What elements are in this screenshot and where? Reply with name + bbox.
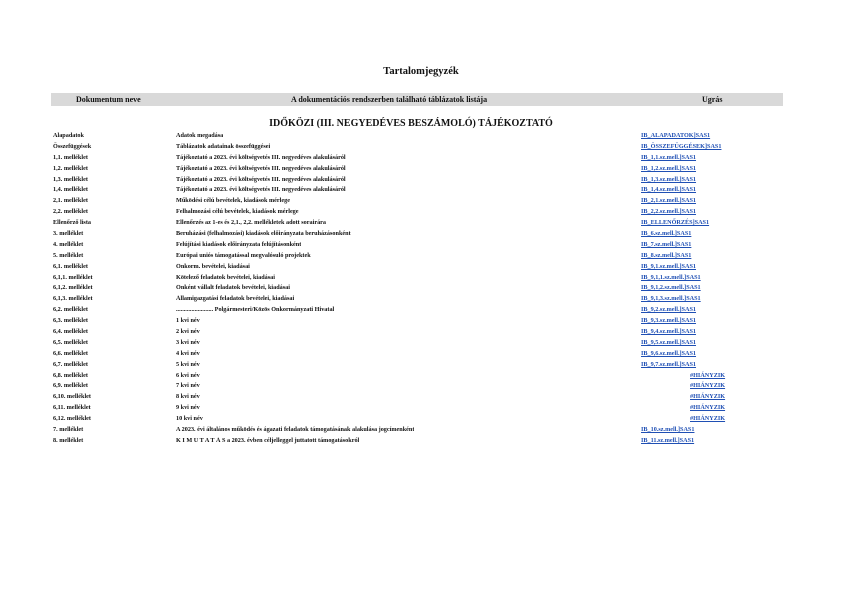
table-description: 4 kvi név <box>176 349 200 357</box>
table-row <box>0 414 842 425</box>
table-row <box>0 251 842 262</box>
table-row <box>0 349 842 360</box>
document-name: 6,1,3. melléklet <box>53 295 93 303</box>
table-row <box>0 403 842 414</box>
document-name: Ellenőrző lista <box>53 219 91 227</box>
document-name: 5. melléklet <box>53 251 84 259</box>
table-description: 6 kvi név <box>176 371 200 379</box>
table-row <box>0 294 842 305</box>
table-description: Önkorm. bevételei, kiadásai <box>176 262 250 270</box>
table-row <box>0 392 842 403</box>
table-description: Ellenőrzés az 1-es és 2,1., 2,2. mellékletek adott sorairára <box>176 219 327 227</box>
jump-link[interactable]: IB_9,1.sz.mell.]SAS1 <box>641 262 697 270</box>
page-title: Tartalomjegyzék <box>383 66 459 77</box>
jump-link[interactable]: IB_9,1,3.sz.mell.]SAS1 <box>641 295 701 303</box>
document-name: 6,5. melléklet <box>53 338 88 346</box>
section-title: IDŐKÖZI (III. NEGYEDÉVES BESZÁMOLÓ) TÁJÉKOZTATÓ <box>269 118 553 129</box>
document-name: 3. melléklet <box>53 230 84 238</box>
toc-list <box>0 131 842 447</box>
missing-link[interactable]: #HIÁNYZIK <box>690 371 726 379</box>
table-description: Adatok megadása <box>176 132 224 139</box>
jump-link[interactable]: IB_1,3.sz.mell.]SAS1 <box>641 175 697 183</box>
table-row <box>0 153 842 164</box>
table-description: Felújítási kiadások előirányzata felújításonként <box>176 240 302 248</box>
jump-link[interactable]: IB_1,1.sz.mell.]SAS1 <box>641 153 697 161</box>
table-row <box>0 262 842 273</box>
table-row <box>0 164 842 175</box>
table-description: Működési célú bevételek, kiadások mérlege <box>176 197 290 205</box>
document-name: 6,4. melléklet <box>53 328 88 336</box>
table-row <box>0 283 842 294</box>
missing-link[interactable]: #HIÁNYZIK <box>690 404 726 412</box>
document-name: 6,6. melléklet <box>53 349 88 357</box>
table-description: Önként vállalt feladatok bevételei, kiadásai <box>176 284 290 292</box>
document-name: 6,10. melléklet <box>53 393 91 401</box>
table-description: 5 kvi név <box>176 360 200 368</box>
jump-link[interactable]: IB_9,1,1.sz.mell.]SAS1 <box>641 273 701 281</box>
table-description: Táblázatok adatainak összefüggései <box>176 142 271 150</box>
header-table-list: A dokumentációs rendszerben található táblázatok listája <box>291 95 488 104</box>
table-row <box>0 131 842 142</box>
table-row <box>0 338 842 349</box>
document-name: 6,8. melléklet <box>53 371 88 379</box>
document-name: 6,1,1. melléklet <box>53 273 93 281</box>
table-row <box>0 360 842 371</box>
jump-link[interactable]: IB_7.sz.mell.]SAS1 <box>641 240 692 248</box>
document-name: 2,1. melléklet <box>53 197 88 205</box>
table-description: 1 kvi név <box>176 317 200 325</box>
jump-link[interactable]: IB_6.sz.mell.]SAS1 <box>641 230 692 238</box>
table-row <box>0 381 842 392</box>
jump-link[interactable]: IB_2,2.sz.mell.]SAS1 <box>641 208 697 216</box>
document-name: 8. melléklet <box>53 436 84 444</box>
jump-link[interactable]: IB_9,1,2.sz.mell.]SAS1 <box>641 284 701 292</box>
missing-link[interactable]: #HIÁNYZIK <box>690 415 726 423</box>
table-row <box>0 327 842 338</box>
table-description: 7 kvi név <box>176 382 200 390</box>
jump-link[interactable]: IB_9,5.sz.mell.]SAS1 <box>641 338 697 346</box>
table-row <box>0 207 842 218</box>
header-jump: Ugrás <box>702 95 723 104</box>
document-name: 1,2. melléklet <box>53 164 88 172</box>
table-description: 10 kvi név <box>176 415 203 423</box>
jump-link[interactable]: IB_11.sz.mell.]SAS1 <box>641 436 695 444</box>
table-description: Államigazgatási feladatok bevételei, kiadásai <box>176 295 295 303</box>
document-name: Alapadatok <box>53 132 84 139</box>
jump-link[interactable]: IB_ÖSSZEFÜGGÉSEK]SAS1 <box>641 142 722 150</box>
table-description: 2 kvi név <box>176 328 200 336</box>
table-description: Kötelező feladatok bevételei, kiadásai <box>176 273 275 281</box>
table-description: Felhalmozási célú bevételek, kiadások mérlege <box>176 208 299 216</box>
table-description: A 2023. évi általános működés és ágazati feladatok támogatásának alakulása jogcímenként <box>176 426 415 434</box>
table-row <box>0 142 842 153</box>
document-name: 4. melléklet <box>53 240 84 248</box>
table-row <box>0 240 842 251</box>
document-name: 1,3. melléklet <box>53 175 88 183</box>
document-name: 7. melléklet <box>53 426 84 434</box>
table-header <box>51 93 783 106</box>
header-document-name: Dokumentum neve <box>76 95 141 104</box>
table-description: Európai uniós támogatással megvalósuló projektek <box>176 251 311 259</box>
document-name: 6,12. melléklet <box>53 415 91 423</box>
document-name: 1,4. melléklet <box>53 186 88 194</box>
table-description: 8 kvi név <box>176 393 200 401</box>
missing-link[interactable]: #HIÁNYZIK <box>690 382 726 390</box>
table-description: K I M U T A T Á S a 2023. évben céljelleggel juttatott támogatásokról <box>176 436 360 444</box>
jump-link[interactable]: IB_10.sz.mell.]SAS1 <box>641 426 695 434</box>
document-name: 6,11. melléklet <box>53 404 91 412</box>
document-name: 6,3. melléklet <box>53 317 88 325</box>
table-row <box>0 175 842 186</box>
jump-link[interactable]: IB_ELLENŐRZÉS]SAS1 <box>641 219 710 227</box>
document-name: 6,1. melléklet <box>53 262 88 270</box>
jump-link[interactable]: IB_ALAPADATOK]SAS1 <box>641 132 711 139</box>
document-name: 2,2. melléklet <box>53 208 88 216</box>
table-row <box>0 436 842 447</box>
table-description: 9 kvi név <box>176 404 200 412</box>
jump-link[interactable]: IB_1,4.sz.mell.]SAS1 <box>641 186 697 194</box>
table-row <box>0 305 842 316</box>
table-row <box>0 273 842 284</box>
jump-link[interactable]: IB_1,2.sz.mell.]SAS1 <box>641 164 697 172</box>
table-row <box>0 425 842 436</box>
table-row <box>0 185 842 196</box>
document-name: 1,1. melléklet <box>53 153 88 161</box>
table-row <box>0 371 842 382</box>
table-description: Tájékoztató a 2023. évi költségvetés III. negyedéves alakulásáról <box>176 164 346 172</box>
missing-link[interactable]: #HIÁNYZIK <box>690 393 726 401</box>
document-name: 6,1,2. melléklet <box>53 284 93 292</box>
document-name: 6,2. melléklet <box>53 306 88 314</box>
jump-link[interactable]: IB_9,6.sz.mell.]SAS1 <box>641 349 697 357</box>
document-name: 6,9. melléklet <box>53 382 88 390</box>
document-name: Összefüggések <box>53 142 92 150</box>
jump-link[interactable]: IB_9,3.sz.mell.]SAS1 <box>641 317 697 325</box>
table-description: Tájékoztató a 2023. évi költségvetés III. negyedéves alakulásáról <box>176 153 346 161</box>
table-description: Tájékoztató a 2023. évi költségvetés III. negyedéves alakulásáról <box>176 186 346 194</box>
jump-link[interactable]: IB_9,7.sz.mell.]SAS1 <box>641 360 697 368</box>
table-row <box>0 316 842 327</box>
table-description: Tájékoztató a 2023. évi költségvetés III. negyedéves alakulásáról <box>176 175 346 183</box>
table-description: Beruházási (felhalmozási) kiadások előirányzata beruházásonként <box>176 230 351 238</box>
table-description: ........................ Polgármesteri/Közös Önkormányzati Hivatal <box>176 306 335 314</box>
table-row <box>0 229 842 240</box>
table-description: 3 kvi név <box>176 338 200 346</box>
jump-link[interactable]: IB_9,2.sz.mell.]SAS1 <box>641 306 697 314</box>
table-row <box>0 196 842 207</box>
jump-link[interactable]: IB_9,4.sz.mell.]SAS1 <box>641 328 697 336</box>
jump-link[interactable]: IB_2,1.sz.mell.]SAS1 <box>641 197 697 205</box>
jump-link[interactable]: IB_8.sz.mell.]SAS1 <box>641 251 692 259</box>
document-name: 6,7. melléklet <box>53 360 88 368</box>
table-row <box>0 218 842 229</box>
